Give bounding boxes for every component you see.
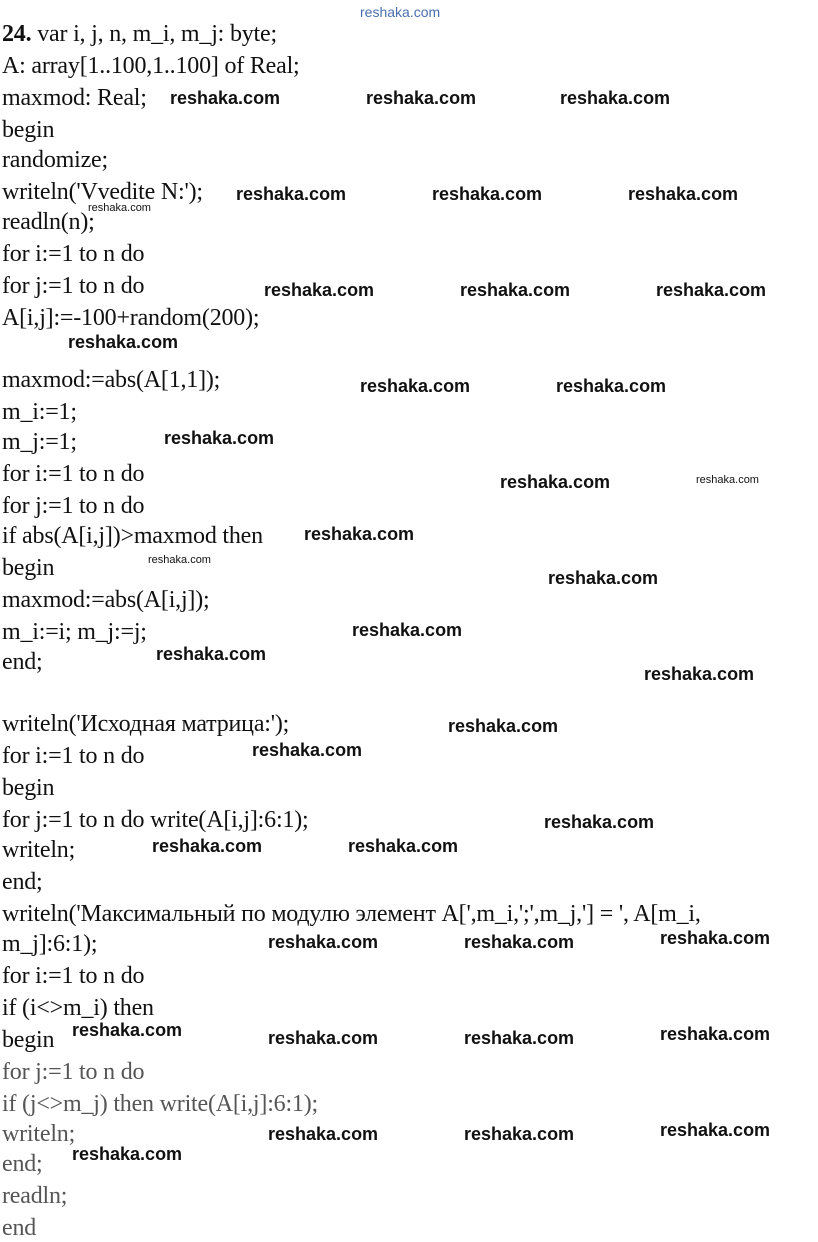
code-line (2, 836, 75, 864)
code-line (2, 20, 277, 48)
watermark: reshaka.com (268, 932, 379, 952)
code-line (2, 460, 144, 488)
code-line (2, 868, 43, 896)
code-line (2, 522, 263, 550)
watermark: reshaka.com (170, 88, 281, 108)
code-text: writeln('Vvedite N:'); (2, 179, 203, 205)
code-line (2, 1214, 36, 1242)
code-text: writeln('Исходная матрица:'); (2, 711, 290, 737)
code-text: maxmod:=abs(A[i,j]); (2, 587, 210, 613)
code-text: for j:=1 to n do (2, 493, 145, 519)
code-line (2, 554, 54, 582)
watermark: reshaka.com (68, 332, 179, 352)
code-text: var i, j, n, m_i, m_j: byte; (37, 21, 277, 47)
watermark: reshaka.com (544, 812, 655, 832)
code-text: begin (2, 555, 55, 581)
problem-number: 24. (2, 21, 32, 47)
code-text: maxmod: Real; (2, 85, 147, 111)
watermark: reshaka.com (464, 1124, 575, 1144)
watermark: reshaka.com (268, 1028, 379, 1048)
code-line (2, 208, 95, 236)
code-line (2, 586, 210, 614)
code-line (2, 900, 701, 928)
watermark: reshaka.com (448, 716, 559, 736)
code-text: for i:=1 to n do (2, 743, 145, 769)
code-text: writeln('Максимальный по модулю элемент A[',m_i,';',m_j,'] = ', A[m_i, (2, 901, 701, 927)
code-text: for i:=1 to n do (2, 241, 145, 267)
code-line (2, 930, 97, 958)
code-line (2, 492, 144, 520)
watermark: reshaka.com (696, 474, 759, 486)
watermark: reshaka.com (432, 184, 543, 204)
code-text: end; (2, 1151, 43, 1177)
watermark: reshaka.com (72, 1020, 183, 1040)
code-line (2, 1150, 43, 1178)
watermark: reshaka.com (660, 928, 771, 948)
code-line (2, 304, 259, 332)
code-text: m_i:=i; m_j:=j; (2, 619, 147, 645)
watermark: reshaka.com (252, 740, 363, 760)
watermark: reshaka.com (268, 1124, 379, 1144)
code-text: randomize; (2, 147, 108, 173)
watermark: reshaka.com (236, 184, 347, 204)
code-text: writeln; (2, 1121, 76, 1147)
code-line (2, 398, 77, 426)
watermark: reshaka.com (152, 836, 263, 856)
code-text: end (2, 1215, 37, 1241)
watermark: reshaka.com (656, 280, 767, 300)
code-text: m_j:=1; (2, 429, 77, 455)
code-text: end; (2, 869, 43, 895)
code-line (2, 1058, 144, 1086)
code-line (2, 1090, 318, 1118)
watermark: reshaka.com (628, 184, 739, 204)
watermark: reshaka.com (660, 1120, 771, 1140)
code-text: if (j<>m_j) then write(A[i,j]:6:1); (2, 1091, 318, 1117)
code-text: end; (2, 649, 43, 675)
code-text: begin (2, 1027, 55, 1053)
code-text: A[i,j]:=-100+random(200); (2, 305, 260, 331)
code-text: readln(n); (2, 209, 95, 235)
code-text: for i:=1 to n do (2, 963, 145, 989)
watermark: reshaka.com (460, 280, 571, 300)
code-text: for i:=1 to n do (2, 461, 145, 487)
watermark: reshaka.com (164, 428, 275, 448)
watermark: reshaka.com (352, 620, 463, 640)
watermark: reshaka.com (72, 1144, 183, 1164)
watermark: reshaka.com (660, 1024, 771, 1044)
watermark: reshaka.com (464, 932, 575, 952)
code-text: for j:=1 to n do (2, 273, 145, 299)
code-line (2, 806, 308, 834)
header-watermark: reshaka.com (360, 4, 441, 20)
watermark: reshaka.com (156, 644, 267, 664)
code-text: for j:=1 to n do (2, 1059, 145, 1085)
code-line (2, 962, 144, 990)
watermark: reshaka.com (348, 836, 459, 856)
code-text: m_j]:6:1); (2, 931, 98, 957)
watermark: reshaka.com (644, 664, 755, 684)
code-line (2, 116, 54, 144)
code-text: for j:=1 to n do write(A[i,j]:6:1); (2, 807, 309, 833)
code-line (2, 774, 54, 802)
code-line (2, 428, 77, 456)
watermark: reshaka.com (360, 376, 471, 396)
watermark: reshaka.com (264, 280, 375, 300)
code-line (2, 1120, 75, 1148)
code-text: m_i:=1; (2, 399, 77, 425)
code-text: if (i<>m_i) then (2, 995, 154, 1021)
code-line (2, 366, 220, 394)
watermark: reshaka.com (148, 554, 211, 566)
watermark: reshaka.com (304, 524, 415, 544)
watermark: reshaka.com (88, 202, 151, 214)
code-line (2, 84, 147, 112)
watermark: reshaka.com (500, 472, 611, 492)
code-line (2, 52, 300, 80)
code-line (2, 1026, 54, 1054)
watermark: reshaka.com (548, 568, 659, 588)
code-line (2, 1182, 67, 1210)
watermark: reshaka.com (556, 376, 667, 396)
code-text: maxmod:=abs(A[1,1]); (2, 367, 221, 393)
code-text: readln; (2, 1183, 68, 1209)
code-line (2, 272, 144, 300)
code-text: begin (2, 117, 55, 143)
code-line (2, 240, 144, 268)
code-line (2, 146, 108, 174)
code-line (2, 994, 154, 1022)
watermark: reshaka.com (464, 1028, 575, 1048)
code-line (2, 618, 147, 646)
code-line (2, 710, 289, 738)
code-line (2, 648, 43, 676)
watermark: reshaka.com (560, 88, 671, 108)
code-line (2, 742, 144, 770)
code-text: if abs(A[i,j])>maxmod then (2, 523, 263, 549)
code-text: writeln; (2, 837, 76, 863)
watermark: reshaka.com (366, 88, 477, 108)
code-text: begin (2, 775, 55, 801)
code-text: A: array[1..100,1..100] of Real; (2, 53, 300, 79)
